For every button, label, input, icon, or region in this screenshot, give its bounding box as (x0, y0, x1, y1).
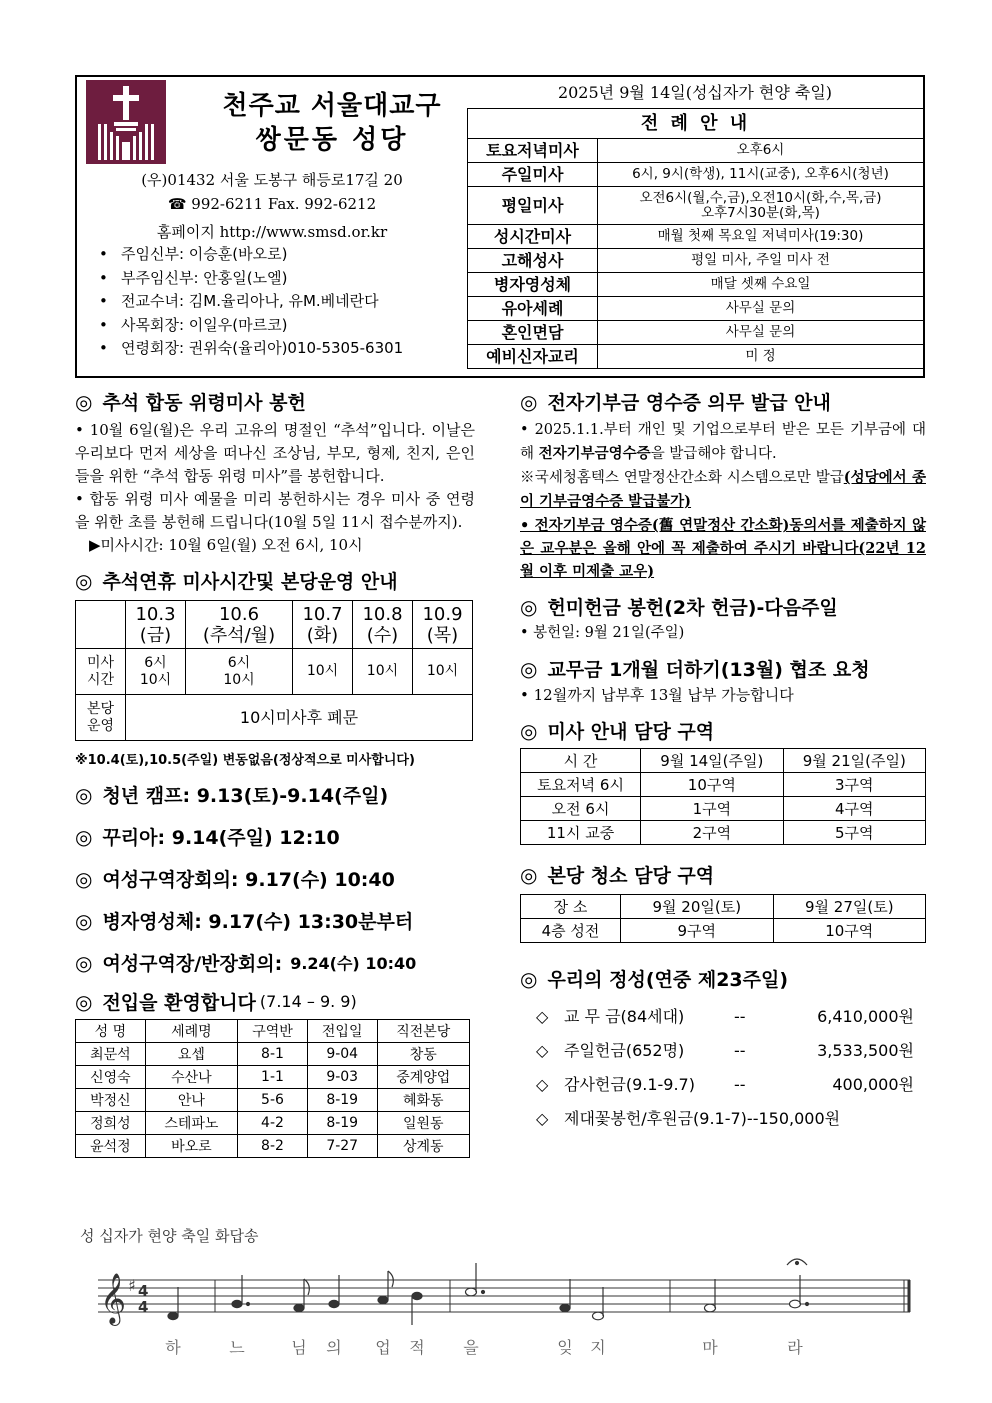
lyric-syllable: 잊 (557, 1338, 573, 1357)
finance-item (536, 1102, 926, 1136)
liturgy-value: 사무실 문의 (598, 297, 924, 321)
bulletin-date: 2025년 9월 14일(성십자가 현양 축일) (557, 83, 833, 102)
table-cell: 8-2 (238, 1135, 308, 1158)
table-cell: 9-04 (307, 1043, 377, 1066)
memorial-title: 추석 합동 위령미사 봉헌 (102, 392, 306, 414)
liturgy-value (598, 187, 924, 225)
table-cell: 5구역 (783, 821, 925, 845)
liturgy-value-line: 오전6시(월,수,금),오전10시(화,수,목,금) (639, 189, 882, 206)
table-row (76, 1135, 470, 1158)
table-cell: 5-6 (238, 1089, 308, 1112)
receipt-text: ※국세청홈텍스 연말정산간소화 시스템으로만 발급 (520, 470, 844, 486)
finance-amount: 6,410,000원 (817, 1007, 914, 1026)
cleaning-table (520, 894, 926, 943)
table-cell: 윤석정 (76, 1135, 146, 1158)
holiday-day: (수) (366, 624, 399, 646)
liturgy-label: 토요저녁미사 (468, 139, 598, 163)
table-cell: 일원동 (377, 1112, 469, 1135)
holiday-date: 10.6 (218, 603, 260, 625)
diamond-bullet-icon: ◇ (536, 1041, 549, 1060)
cleaning-header: 9월 27일(토) (773, 895, 925, 919)
holiday-date-cell (185, 601, 292, 649)
diamond-icon: ◎ (75, 824, 93, 849)
mass-time-cell (412, 649, 472, 695)
mass-time-cell (126, 649, 186, 695)
liturgy-label: 혼인면담 (468, 321, 598, 345)
holiday-date: 10.8 (362, 603, 403, 625)
table-row (521, 797, 926, 821)
receipt-paragraph-3: • 전자기부금 영수증(舊 연말정산 간소화)동의서를 제출하지 않은 교우분은 올해 안에 꼭 제출하여 주시기 바랍니다(22년 12월 이후 미제출 교우) (520, 517, 926, 580)
parish-logo (86, 80, 166, 164)
receipt-paragraph-2 (520, 466, 926, 514)
church-cross-icon (86, 80, 166, 164)
welcome-header: 구역반 (238, 1020, 308, 1043)
holiday-date-cell (352, 601, 412, 649)
lyric-syllable: 의 (326, 1338, 342, 1357)
finance-label: 감사헌금(9.1-9.7) (564, 1075, 695, 1094)
event-text: 꾸리아: 9.14(주일) 12:10 (102, 827, 340, 849)
finance-label: 교 무 금(84세대) (564, 1007, 685, 1026)
table-cell: 4층 성전 (521, 919, 621, 943)
diamond-icon: ◎ (75, 568, 93, 593)
diamond-icon: ◎ (75, 950, 93, 975)
holiday-date: 10.3 (135, 603, 176, 625)
table-cell: 10구역 (773, 919, 925, 943)
memorial-time: ▶미사시간: 10월 6일(월) 오전 6시, 10시 (89, 536, 363, 554)
table-cell: 7-27 (307, 1135, 377, 1158)
liturgy-value: 평일 미사, 주일 미사 전 (598, 249, 924, 273)
receipt-emphasis: 전자기부금영수증 (538, 445, 651, 462)
table-cell: 혜화동 (377, 1089, 469, 1112)
svg-text:♯: ♯ (128, 1276, 136, 1295)
table-cell: 3구역 (783, 773, 925, 797)
lyric-syllable: 을 (463, 1338, 479, 1357)
finance-amount: 400,000원 (832, 1075, 914, 1094)
finance-sep: -- (734, 1041, 746, 1060)
holiday-note: ※10.4(토),10.5(주일) 변동없음(정상적으로 미사합니다) (75, 753, 415, 768)
svg-text:4: 4 (138, 1282, 149, 1300)
row-label-line: 시간 (86, 671, 115, 688)
lyric-syllable: 라 (787, 1338, 803, 1357)
holiday-table (75, 600, 473, 741)
holiday-title: 추석연휴 미사시간및 본당운영 안내 (102, 571, 398, 593)
liturgy-value: 매월 첫째 목요일 저녁미사(19:30) (598, 225, 924, 249)
mass-time: 6시 (227, 654, 251, 671)
event-heading (75, 823, 475, 850)
table-cell: 8-19 (307, 1089, 377, 1112)
welcome-header: 전입일 (307, 1020, 377, 1043)
table-cell: 4구역 (783, 797, 925, 821)
holiday-date-cell (126, 601, 186, 649)
diamond-icon: ◎ (520, 862, 538, 887)
parish-phone: ☎ 992-6211 Fax. 992-6212 (167, 195, 377, 213)
liturgy-value: 6시, 9시(학생), 11시(교중), 오후6시(청년) (598, 163, 924, 187)
mass-time: 6시 (144, 654, 167, 671)
finance-sep: -- (734, 1007, 746, 1026)
table-cell: 상계동 (377, 1135, 469, 1158)
liturgy-caption: 전 례 안 내 (468, 109, 924, 139)
holiday-date: 10.7 (302, 603, 343, 625)
table-row (521, 773, 926, 797)
table-row (521, 821, 926, 845)
table-cell: 요셉 (145, 1043, 237, 1066)
table-cell: 11시 교중 (521, 821, 641, 845)
holiday-row-label (76, 649, 126, 695)
mass-time: 10시 (139, 671, 172, 688)
holiday-date-cell (412, 601, 472, 649)
liturgy-value: 사무실 문의 (598, 321, 924, 345)
table-cell: 바오로 (145, 1135, 237, 1158)
diamond-bullet-icon: ◇ (536, 1075, 549, 1094)
row-label-line: 미사 (86, 654, 115, 671)
parish-homepage[interactable]: 홈페이지 http://www.smsd.or.kr (156, 223, 388, 241)
music-staff (80, 1225, 920, 1365)
table-row (521, 919, 926, 943)
clergy-item: • 연령회장: 권위숙(율리아)010-5305-6301 (99, 337, 403, 361)
mass-time: 10시 (306, 663, 339, 679)
row-label-line: 운영 (86, 717, 115, 734)
treble-clef-icon: 𝄞 (100, 1273, 127, 1324)
table-cell: 9-03 (307, 1066, 377, 1089)
table-row (76, 1112, 470, 1135)
clergy-item: • 전교수녀: 김M.율리아나, 유M.베네란다 (99, 290, 403, 314)
finance-item (536, 1000, 926, 1034)
cleaning-header: 장 소 (521, 895, 621, 919)
section-heading (520, 655, 926, 682)
parish-name-line1: 천주교 서울대교구 (222, 91, 442, 121)
lyric-syllable: 마 (702, 1338, 718, 1357)
diamond-icon: ◎ (520, 594, 538, 619)
parish-name-line2: 쌍문동 성당 (255, 125, 409, 155)
receipt-title: 전자기부금 영수증 의무 발급 안내 (547, 392, 831, 414)
section-heading (520, 965, 926, 992)
lyric-syllable: 님 (291, 1338, 307, 1357)
section-heading (520, 593, 926, 620)
holiday-row-label (76, 695, 126, 741)
finance-label: 주일헌금(652명) (564, 1041, 685, 1060)
guide-header: 시 간 (521, 749, 641, 773)
table-cell: 오전 6시 (521, 797, 641, 821)
diamond-icon: ◎ (75, 866, 93, 891)
table-cell: 안나 (145, 1089, 237, 1112)
guide-title: 미사 안내 담당 구역 (547, 721, 715, 743)
liturgy-table (467, 108, 924, 369)
finance-amount: 3,533,500원 (817, 1041, 914, 1060)
liturgy-label: 고해성사 (468, 249, 598, 273)
diamond-bullet-icon: ◇ (536, 1007, 549, 1026)
section-heading (75, 388, 475, 415)
mass-time-cell (185, 649, 292, 695)
event-heading (75, 865, 475, 892)
clergy-item: • 사목회장: 이일우(마르코) (99, 314, 403, 338)
liturgy-label: 예비신자교리 (468, 345, 598, 369)
section-heading (520, 717, 926, 744)
dues-title: 교무금 1개월 더하기(13월) 협조 요청 (547, 659, 870, 681)
liturgy-label: 유아세례 (468, 297, 598, 321)
liturgy-label: 주일미사 (468, 163, 598, 187)
parish-address: (우)01432 서울 도봉구 해등로17길 20 (141, 171, 403, 189)
event-heading (75, 907, 475, 934)
welcome-title: 전입을 환영합니다 (102, 992, 256, 1014)
table-cell: 1구역 (641, 797, 783, 821)
table-cell: 스테파노 (145, 1112, 237, 1135)
memorial-paragraph-2: • 합동 위령 미사 예물을 미리 봉헌하시는 경우 미사 중 연령을 위한 초를 봉헌해 드립니다(10월 5일 11시 접수분까지). (75, 490, 475, 531)
liturgy-value: 매달 셋째 수요일 (598, 273, 924, 297)
table-cell: 신영숙 (76, 1066, 146, 1089)
receipt-emphasis: (성당에서 종이 기부금영수증 발급불가) (520, 469, 926, 510)
table-cell: 4-2 (238, 1112, 308, 1135)
section-heading (75, 567, 475, 594)
diamond-icon: ◎ (75, 989, 93, 1014)
table-cell: 정희성 (76, 1112, 146, 1135)
mass-time-cell (352, 649, 412, 695)
table-cell: 2구역 (641, 821, 783, 845)
guide-table (520, 748, 926, 845)
lyric-syllable: 업 (375, 1338, 391, 1357)
holiday-date-cell (293, 601, 353, 649)
table-cell: 창동 (377, 1043, 469, 1066)
table-cell: 8-1 (238, 1043, 308, 1066)
table-cell: 토요저녁 6시 (521, 773, 641, 797)
welcome-header: 세례명 (145, 1020, 237, 1043)
receipt-paragraph-1 (520, 419, 926, 466)
holiday-day: (화) (306, 624, 339, 646)
psalm-music (80, 1225, 920, 1365)
row-label-line: 본당 (86, 700, 115, 717)
section-heading (520, 861, 926, 888)
liturgy-value: 오후6시 (598, 139, 924, 163)
liturgy-label: 성시간미사 (468, 225, 598, 249)
liturgy-value-line: 오후7시30분(화,목) (701, 204, 820, 221)
event-text: 여성구역장/반장회의: (102, 953, 283, 975)
clergy-item: • 주임신부: 이승훈(바오로) (99, 243, 403, 267)
table-cell: 9구역 (621, 919, 773, 943)
mass-time-cell (293, 649, 353, 695)
cleaning-title: 본당 청소 담당 구역 (547, 865, 715, 887)
office-status: 10시미사후 폐문 (126, 695, 473, 741)
holiday-date: 10.9 (422, 603, 463, 625)
table-cell: 1-1 (238, 1066, 308, 1089)
lyric-syllable: 느 (229, 1338, 245, 1357)
diamond-bullet-icon: ◇ (536, 1109, 549, 1128)
finance-sep: -- (734, 1075, 746, 1094)
header-box (75, 75, 925, 378)
clergy-item: • 부주임신부: 안홍일(노엘) (99, 267, 403, 291)
liturgy-label: 평일미사 (468, 187, 598, 225)
diamond-icon: ◎ (75, 389, 93, 414)
diamond-icon: ◎ (520, 966, 538, 991)
memorial-paragraph-1: • 10월 6일(월)은 우리 고유의 명절인 “추석”입니다. 이날은 우리보다 먼저 세상을 떠나신 조상님, 부모, 형제, 친지, 은인들을 위한 “추석 합동 위령 미사”를 봉헌합니다. (75, 421, 475, 485)
event-heading (75, 949, 475, 976)
table-row (76, 1066, 470, 1089)
lyric-syllable: 지 (590, 1338, 606, 1357)
lyric-syllable: 하 (165, 1338, 181, 1357)
holiday-day: (목) (426, 624, 459, 646)
holiday-day: (추석/월) (202, 624, 276, 646)
receipt-text: • 2025.1.1.부터 개인 및 기업으로부터 받은 모든 기부금에 대해 (520, 422, 926, 462)
holiday-day: (금) (139, 624, 172, 646)
receipt-text: 을 발급해야 합니다. (650, 446, 777, 462)
event-text: 청년 캠프: 9.13(토)-9.14(주일) (102, 785, 389, 807)
event-heading (75, 781, 475, 808)
mass-time: 10시 (426, 663, 459, 679)
table-row (76, 1089, 470, 1112)
finance-list (520, 1000, 926, 1136)
section-heading (520, 388, 926, 415)
mass-time: 10시 (366, 663, 399, 679)
music-title: 성 십자가 현양 축일 화답송 (80, 1227, 259, 1245)
right-column (520, 388, 926, 1136)
finance-item (536, 1068, 926, 1102)
finance-label: 제대꽃봉헌/후원금(9.1-7)--150,000원 (564, 1109, 841, 1128)
left-column (75, 388, 475, 1158)
mass-time: 10시 (223, 671, 255, 688)
event-text: 병자영성체: 9.17(수) 13:30분부터 (102, 911, 414, 933)
cleaning-header: 9월 20일(토) (621, 895, 773, 919)
welcome-header: 직전본당 (377, 1020, 469, 1043)
table-cell: 8-19 (307, 1112, 377, 1135)
diamond-icon: ◎ (75, 908, 93, 933)
welcome-period: (7.14 – 9. 9) (259, 992, 357, 1011)
diamond-icon: ◎ (75, 782, 93, 807)
welcome-table (75, 1019, 470, 1158)
diamond-icon: ◎ (520, 718, 538, 743)
guide-header: 9월 21일(주일) (783, 749, 925, 773)
guide-header: 9월 14일(주일) (641, 749, 783, 773)
table-cell: 중계양업 (377, 1066, 469, 1089)
table-cell: 수산나 (145, 1066, 237, 1089)
lyric-syllable: 적 (409, 1338, 425, 1357)
clergy-list (99, 243, 403, 361)
diamond-icon: ◎ (520, 389, 538, 414)
finance-title: 우리의 정성(연중 제23주일) (547, 969, 789, 991)
svg-text:4: 4 (138, 1298, 149, 1316)
section-heading (75, 988, 475, 1015)
offering-text: • 봉헌일: 9월 21일(주일) (520, 625, 685, 641)
holiday-corner-cell (76, 601, 126, 649)
table-cell: 박정신 (76, 1089, 146, 1112)
dues-text: • 12월까지 납부후 13월 납부 가능합니다 (520, 686, 794, 704)
finance-item (536, 1034, 926, 1068)
welcome-header: 성 명 (76, 1020, 146, 1043)
table-cell: 10구역 (641, 773, 783, 797)
diamond-icon: ◎ (520, 656, 538, 681)
event-text: 여성구역장회의: 9.17(수) 10:40 (102, 869, 395, 891)
liturgy-label: 병자영성체 (468, 273, 598, 297)
table-row (76, 1043, 470, 1066)
event-extra: 9.24(수) 10:40 (290, 954, 417, 973)
liturgy-value: 미 정 (598, 345, 924, 369)
table-cell: 최문석 (76, 1043, 146, 1066)
offering-title: 헌미헌금 봉헌(2차 헌금)-다음주일 (547, 597, 838, 619)
